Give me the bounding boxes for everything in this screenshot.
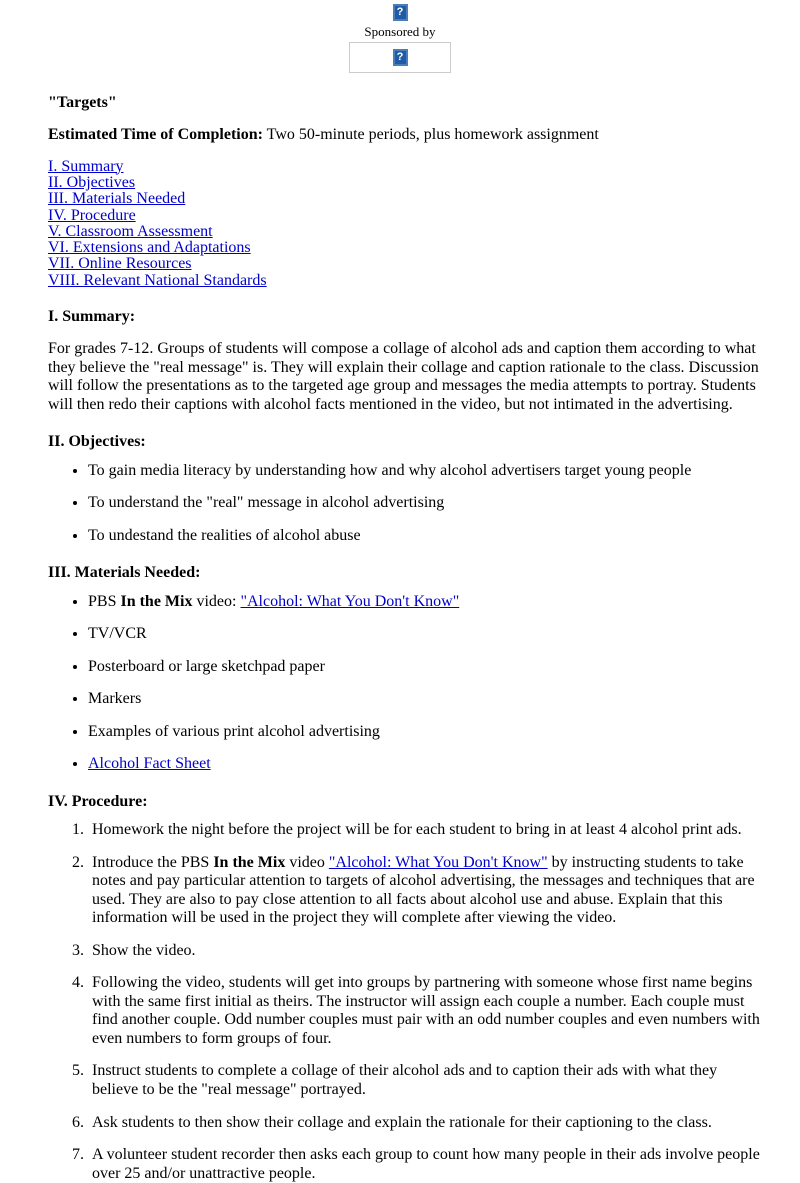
procedure-series-name: In the Mix — [213, 853, 286, 871]
list-item — [88, 593, 764, 612]
estimated-time-line — [48, 126, 764, 145]
procedure-list — [48, 821, 764, 1183]
list-item — [88, 854, 764, 928]
toc-link-classroom-assessment[interactable]: V. Classroom Assessment — [48, 222, 213, 240]
toc-link-materials-needed[interactable]: III. Materials Needed — [48, 190, 186, 208]
list-item: 5. Instruct students to complete a collage of their alcohol ads and to caption their ads with what they believe to be the "real message" portrayed. — [88, 1062, 764, 1099]
procedure-step2-prefix: Introduce the PBS — [92, 853, 214, 871]
heading-procedure: IV. Procedure: — [48, 792, 148, 810]
sponsor-broken-image-icon[interactable]: ? — [393, 49, 408, 66]
materials-series-name: In the Mix — [120, 592, 193, 610]
materials-video-link[interactable]: "Alcohol: What You Don't Know" — [240, 592, 460, 610]
list-item: • To understand the "real" message in alcohol advertising — [88, 494, 764, 513]
heading-materials-needed: III. Materials Needed: — [48, 564, 201, 582]
sponsor-ad-box[interactable] — [349, 42, 451, 73]
materials-video-prefix: PBS — [88, 592, 121, 610]
list-item: • To undestand the realities of alcohol abuse — [88, 527, 764, 546]
summary-paragraph: For grades 7-12. Groups of students will compose a collage of alcohol ads and caption them according to what they believe the "real message" is. They will explain their collage and caption rationale to the class. Discussion will follow the presentations as to the targeted age group and messages the media attempts to portray. Students will then redo their captions with alcohol facts mentioned in the video, but not intimated in the advertising. — [48, 340, 759, 413]
list-item: 3. Show the video. — [88, 942, 764, 961]
materials-list — [48, 593, 764, 774]
list-item: • Examples of various print alcohol advertising — [88, 723, 764, 742]
list-item: 1. Homework the night before the project will be for each student to bring in at least 4 alcohol print ads. — [88, 821, 764, 840]
estimated-time-value: Two 50-minute periods, plus homework assignment — [262, 126, 599, 144]
procedure-step2-mid: video — [285, 853, 329, 871]
sponsor-header — [0, 0, 800, 73]
heading-objectives: II. Objectives: — [48, 433, 146, 451]
page-title: "Targets" — [48, 93, 117, 111]
heading-summary: I. Summary: — [48, 308, 136, 326]
objectives-list — [48, 462, 764, 546]
toc-link-procedure[interactable]: IV. Procedure — [48, 206, 136, 224]
list-item — [88, 755, 764, 774]
table-of-contents — [48, 159, 764, 290]
document-content — [0, 93, 800, 1183]
list-item: • To gain media literacy by understanding how and why alcohol advertisers target young people — [88, 462, 764, 481]
alcohol-fact-sheet-link[interactable]: Alcohol Fact Sheet — [88, 755, 211, 773]
toc-link-online-resources[interactable]: VII. Online Resources — [48, 255, 192, 273]
toc-link-extensions-and-adaptations[interactable]: VI. Extensions and Adaptations — [48, 239, 251, 257]
toc-link-objectives[interactable]: II. Objectives — [48, 173, 136, 191]
materials-video-mid: video: — [192, 592, 241, 610]
list-item: • TV/VCR — [88, 625, 764, 644]
list-item: • Posterboard or large sketchpad paper — [88, 658, 764, 677]
sponsored-by-label: Sponsored by — [364, 23, 436, 39]
toc-link-relevant-national-standards[interactable]: VIII. Relevant National Standards — [48, 271, 267, 289]
broken-image-icon[interactable]: ? — [393, 4, 408, 21]
estimated-time-label: Estimated Time of Completion: — [48, 126, 263, 144]
list-item: 7. A volunteer student recorder then asks each group to count how many people in their ads involve people over 25 and/or unattractive people. — [88, 1146, 764, 1183]
list-item: 6. Ask students to then show their collage and explain the rationale for their captioning to the class. — [88, 1114, 764, 1133]
procedure-video-link[interactable]: "Alcohol: What You Don't Know" — [328, 853, 548, 871]
procedure-step2-suffix: by instructing students to take notes and pay particular attention to targets of alcohol advertising, the messages and techniques that are used. They are also to pay close attention to all facts about alcohol use and abuse. Explain that this information will be used in the project they will complete after viewing the video. — [92, 853, 755, 927]
toc-link-summary[interactable]: I. Summary — [48, 157, 124, 175]
list-item: 4. Following the video, students will get into groups by partnering with someone whose first name begins with the same first initial as theirs. The instructor will assign each couple a number. Each couple must find another couple. Odd number couples must pair with an odd number couples and even numbers with even numbers to form groups of four. — [88, 974, 764, 1048]
list-item: • Markers — [88, 690, 764, 709]
